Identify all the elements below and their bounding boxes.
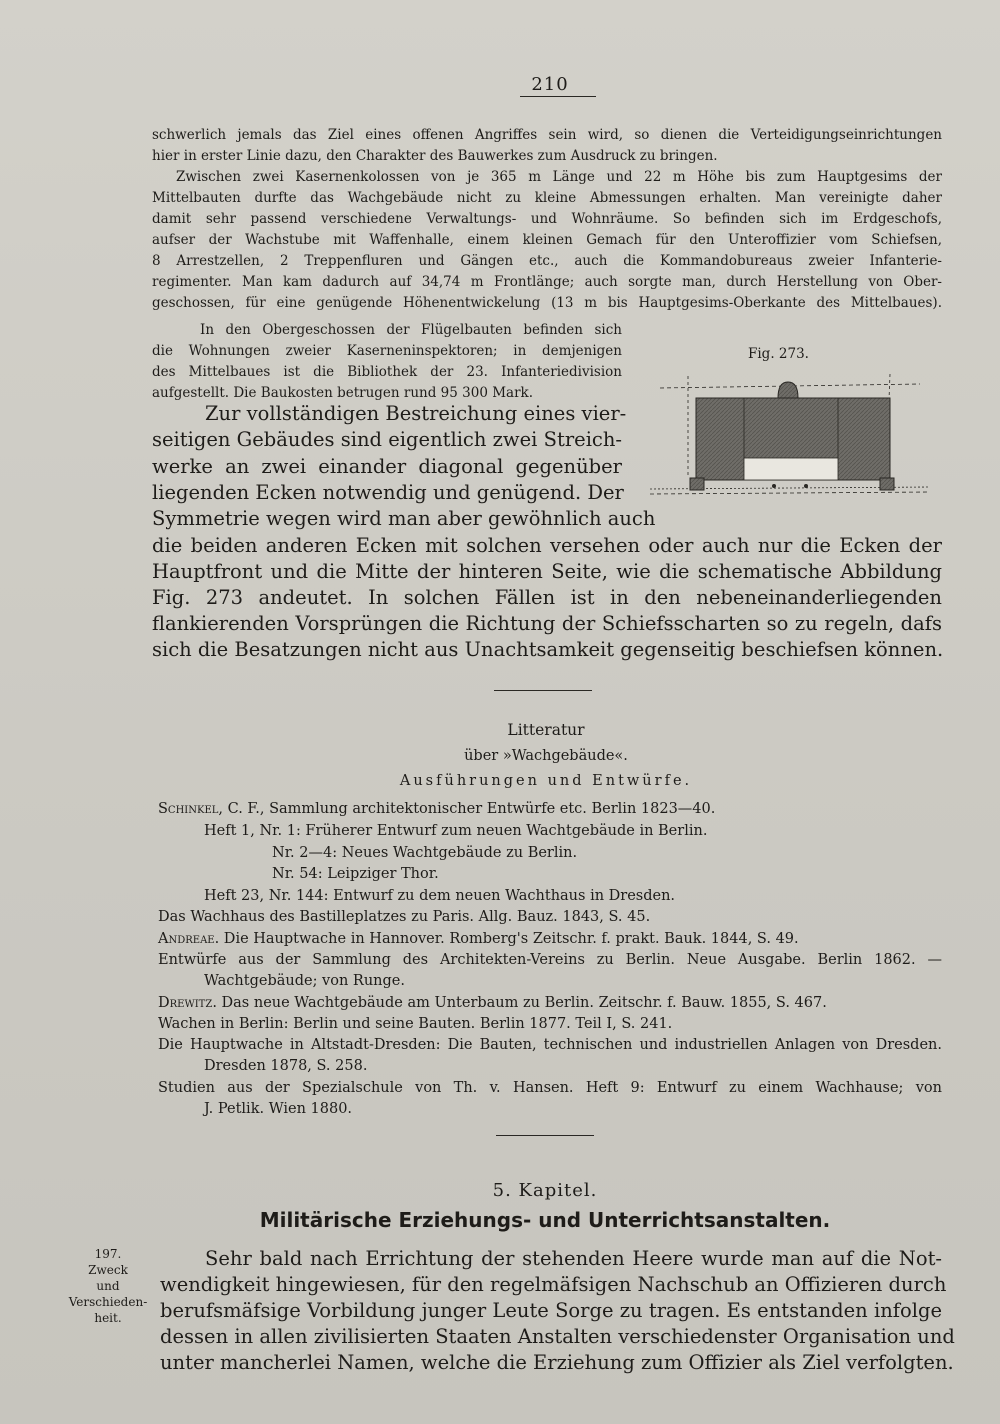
margin-note-line: Zweck <box>88 1263 128 1277</box>
chapter-title: Militärische Erziehungs- und Unterrichtsanstalten. <box>259 1208 831 1232</box>
literature-entry: Die Hauptwache in Altstadt-Dresden: Die Bauten, technischen und industriellen Anlagen von Dresden. <box>158 1037 942 1053</box>
text-line: aufser der Wachstube mit Waffenhalle, einem kleinen Gemach für den Unteroffizier vom Schiefsen, <box>152 232 942 248</box>
text-line: aufgestellt. Die Baukosten betrugen rund 95 300 Mark. <box>152 385 533 401</box>
text-line: regimenter. Man kam dadurch auf 34,74 m Frontlänge; auch sorgte man, durch Herstellung von Ober- <box>152 274 942 290</box>
literature-entry: Das Wachhaus des Bastilleplatzes zu Paris. Allg. Bauz. 1843, S. 45. <box>158 909 651 925</box>
chapter-number: 5. Kapitel. <box>492 1180 598 1201</box>
text-line: die Wohnungen zweier Kaserneninspektoren; in demjenigen <box>152 343 622 359</box>
text-line: liegenden Ecken notwendig und genügend. Der <box>152 481 624 504</box>
figure-273-diagram <box>640 366 940 516</box>
entry-text: . Die Hauptwache in Hannover. Romberg's Zeitschr. f. prakt. Bauk. 1844, S. 49. <box>214 931 799 947</box>
literature-category: Ausführungen und Entwürfe. <box>399 773 693 789</box>
text-line: berufsmäfsige Vorbildung junger Leute Sorge zu tragen. Es entstanden infolge <box>160 1299 942 1322</box>
margin-note-line: Verschieden- <box>68 1295 148 1309</box>
literature-entry: Heft 1, Nr. 1: Früherer Entwurf zum neuen Wachtgebäude in Berlin. <box>204 823 708 839</box>
text-line: seitigen Gebäudes sind eigentlich zwei Streich- <box>152 428 622 451</box>
literature-entry: Nr. 54: Leipziger Thor. <box>272 866 439 882</box>
text-line: Symmetrie wegen wird man aber gewöhnlich auch <box>152 507 656 530</box>
text-line: damit sehr passend verschiedene Verwaltungs- und Wohnräume. So befinden sich im Erdgeschofs, <box>152 211 942 227</box>
literature-entry <box>158 929 799 951</box>
margin-note-line: und <box>96 1279 120 1293</box>
text-line: flankierenden Vorsprüngen die Richtung der Schiefsscharten so zu regeln, dafs <box>152 612 942 635</box>
text-line: Fig. 273 andeutet. In solchen Fällen ist in den nebeneinanderliegenden <box>152 586 942 609</box>
text-line: unter mancherlei Namen, welche die Erziehung zum Offizier als Ziel verfolgten. <box>160 1351 954 1374</box>
literature-entry: Studien aus der Spezialschule von Th. v. Hansen. Heft 9: Entwurf zu einem Wachhause; von <box>158 1080 942 1096</box>
margin-note-number: 197. <box>94 1247 122 1261</box>
author-name: Andreae <box>158 931 215 947</box>
text-line: die beiden anderen Ecken mit solchen versehen oder auch nur die Ecken der <box>152 534 942 557</box>
literature-entry <box>158 993 827 1015</box>
text-line: des Mittelbaues ist die Bibliothek der 23. Infanteriedivision <box>152 364 622 380</box>
literature-entry: J. Petlik. Wien 1880. <box>204 1101 353 1117</box>
literature-entry <box>158 799 715 821</box>
margin-note <box>56 1246 160 1326</box>
text-line: 8 Arrestzellen, 2 Treppenfluren und Gängen etc., auch die Kommandobureaus zweier Infanterie- <box>152 253 942 269</box>
author-name: Schinkel <box>158 801 219 817</box>
literature-entry: Wachen in Berlin: Berlin und seine Bauten. Berlin 1877. Teil I, S. 241. <box>158 1016 673 1032</box>
margin-note-line: heit. <box>94 1311 122 1325</box>
section-divider <box>496 1135 594 1136</box>
text-line: dessen in allen zivilisierten Staaten Anstalten verschiedenster Organisation und <box>160 1325 955 1348</box>
text-line: Hauptfront und die Mitte der hinteren Seite, wie die schematische Abbildung <box>152 560 942 583</box>
text-line: wendigkeit hingewiesen, für den regelmäfsigen Nachschub an Offizieren durch <box>160 1273 947 1296</box>
text-line: Mittelbauten durfte das Wachgebäude nicht zu kleine Abmessungen erhalten. Man vereinigte daher <box>152 190 942 206</box>
page-number-rule <box>520 96 596 97</box>
text-line: werke an zwei einander diagonal gegenüber <box>152 455 622 478</box>
literature-entry: Wachtgebäude; von Runge. <box>204 973 405 989</box>
entry-text: . Das neue Wachtgebäude am Unterbaum zu Berlin. Zeitschr. f. Bauw. 1855, S. 467. <box>212 995 827 1011</box>
literature-entry: Heft 23, Nr. 144: Entwurf zu dem neuen Wachthaus in Dresden. <box>204 888 676 904</box>
text-line: Zwischen zwei Kasernenkolossen von je 365 m Länge und 22 m Höhe bis zum Hauptgesims der <box>176 169 942 185</box>
literature-entry: Dresden 1878, S. 258. <box>204 1058 368 1074</box>
text-line: Sehr bald nach Errichtung der stehenden Heere wurde man auf die Not- <box>205 1247 942 1270</box>
literature-entry: Nr. 2—4: Neues Wachtgebäude zu Berlin. <box>272 845 578 861</box>
literature-subheading: über »Wachgebäude«. <box>464 748 628 764</box>
text-line: schwerlich jemals das Ziel eines offenen Angriffes sein wird, so dienen die Verteidigungseinrichtungen <box>152 127 942 143</box>
section-divider <box>494 690 592 691</box>
text-line: hier in erster Linie dazu, den Charakter des Bauwerkes zum Ausdruck zu bringen. <box>152 148 718 164</box>
figure-caption: Fig. 273. <box>748 346 809 362</box>
text-line: Zur vollständigen Bestreichung eines vier- <box>205 402 627 425</box>
author-name: Drewitz <box>158 995 213 1011</box>
text-line: geschossen, für eine genügende Höhenentwickelung (13 m bis Hauptgesims-Oberkante des Mittelbaues). <box>152 295 942 311</box>
page-number: 210 <box>531 74 569 95</box>
literature-entry: Entwürfe aus der Sammlung des Architekten-Vereins zu Berlin. Neue Ausgabe. Berlin 1862. — <box>158 952 942 968</box>
text-line: In den Obergeschossen der Flügelbauten befinden sich <box>200 322 622 338</box>
literature-heading: Litteratur <box>507 721 585 739</box>
text-line: sich die Besatzungen nicht aus Unachtsamkeit gegenseitig beschiefsen können. <box>152 638 944 661</box>
entry-text: , C. F., Sammlung architektonischer Entwürfe etc. Berlin 1823—40. <box>218 801 716 817</box>
